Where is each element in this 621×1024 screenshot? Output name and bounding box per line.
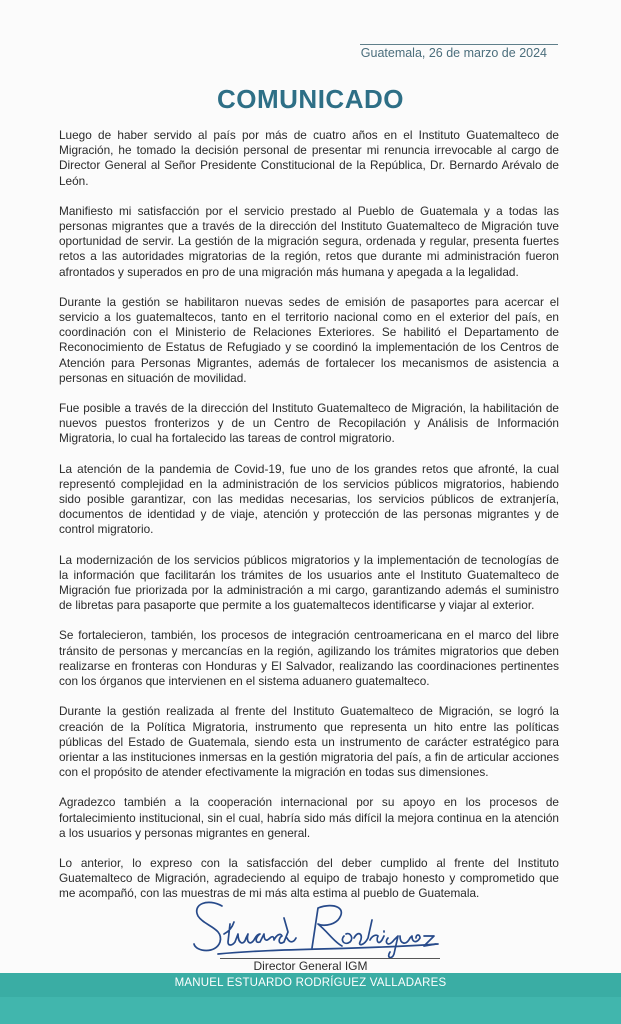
paragraph: Manifiesto mi satisfacción por el servicio prestado al Pueblo de Guatemala y a todas las personas migrantes que a través de la dirección del Instituto Guatemalteco de Migración tuve oportunidad de servir. La gestión de la migración segura, ordenada y regular, presenta fuertes retos a las autoridades migratorias de la región, retos que durante mi administración fueron afrontados y superados en pro de una migración más humana y apegada a la legalidad. — [59, 203, 559, 279]
date-rule — [360, 44, 558, 45]
document-title: COMUNICADO — [217, 84, 404, 114]
paragraph: Se fortalecieron, también, los procesos de integración centroamericana en el marco del libre tránsito de personas y mercancías en la región, agilizando los trámites migratorios que deben realizarse en fronteras con Honduras y El Salvador, realizando las coordinaciones pertinentes con los órganos que intervienen en el sistema aduanero guatemalteco. — [59, 628, 559, 689]
paragraph: Durante la gestión se habilitaron nuevas sedes de emisión de pasaportes para acercar el servicio a los guatemaltecos, tanto en el territorio nacional como en el exterior del país, en coordinación con el Ministerio de Relaciones Exteriores. Se habilitó el Departamento de Reconocimiento de Estatus de Refugiado y se coordinó la implementación de los Centros de Atención para Personas Migrantes, además de fortalecer los mecanismos de asistencia a personas en situación de movilidad. — [59, 294, 559, 385]
footer-bottom-band — [0, 997, 621, 1024]
paragraph: Agradezco también a la cooperación internacional por su apoyo en los procesos de fortalecimiento institucional, sin el cual, habría sido más difícil la mejora continua en la atención a los usuarios y personas migrantes en general. — [59, 795, 559, 840]
signer-full-name: MANUEL ESTUARDO RODRÍGUEZ VALLADARES — [174, 977, 447, 989]
paragraph: Durante la gestión realizada al frente del Instituto Guatemalteco de Migración, se logró la creación de la Política Migratoria, instrumento que representa un hito entre las políticas públicas del Estado de Guatemala, siendo esta un instrumento de carácter estratégico para orientar a las instituciones inmersas en la gestión migratoria del país, a fin de articular acciones con el propósito de atender efectivamente la migración en todas sus dimensiones. — [59, 704, 559, 780]
document-date: Guatemala, 26 de marzo de 2024 — [360, 46, 547, 60]
paragraph: La atención de la pandemia de Covid-19, fue uno de los grandes retos que afronté, la cual representó complejidad en la administración de los servicios públicos migratorios, habiendo sido posible garantizar, con las medidas necesarias, los servicios públicos de extranjería, documentos de identidad y de viaje, atención y protección de las personas migrantes y de control migratorio. — [59, 461, 559, 537]
handwritten-signature — [188, 892, 448, 964]
paragraph: Luego de haber servido al país por más de cuatro años en el Instituto Guatemalteco de Migración, he tomado la decisión personal de presentar mi renuncia irrevocable al cargo de Director General al Señor Presidente Constitucional de la República, Dr. Bernardo Arévalo de León. — [59, 128, 559, 188]
document-body — [59, 128, 559, 917]
paragraph: La modernización de los servicios públicos migratorios y la implementación de tecnologías de la información que facilitarán los trámites de los usuarios ante el Instituto Guatemalteco de Migración fue priorizada por la administración a mi cargo, garantizando además el suministro de libretas para pasaporte que permite a los guatemaltecos identificarse y viajar al exterior. — [59, 552, 559, 613]
paragraph: Fue posible a través de la dirección del Instituto Guatemalteco de Migración, la habilitación de nuevos puestos fronterizos y de un Centro de Recopilación y Análisis de Información Migratoria, lo cual ha fortalecido las tareas de control migratorio. — [59, 401, 559, 446]
signer-title: Director General IGM — [253, 959, 368, 973]
paragraph: Lo anterior, lo expreso con la satisfacción del deber cumplido al frente del Instituto Guatemalteco de Migración, agradeciendo al equipo de trabajo honesto y comprometido que me acompañó, con las muestras de mi más alta estima al pueblo de Guatemala. — [59, 855, 559, 901]
